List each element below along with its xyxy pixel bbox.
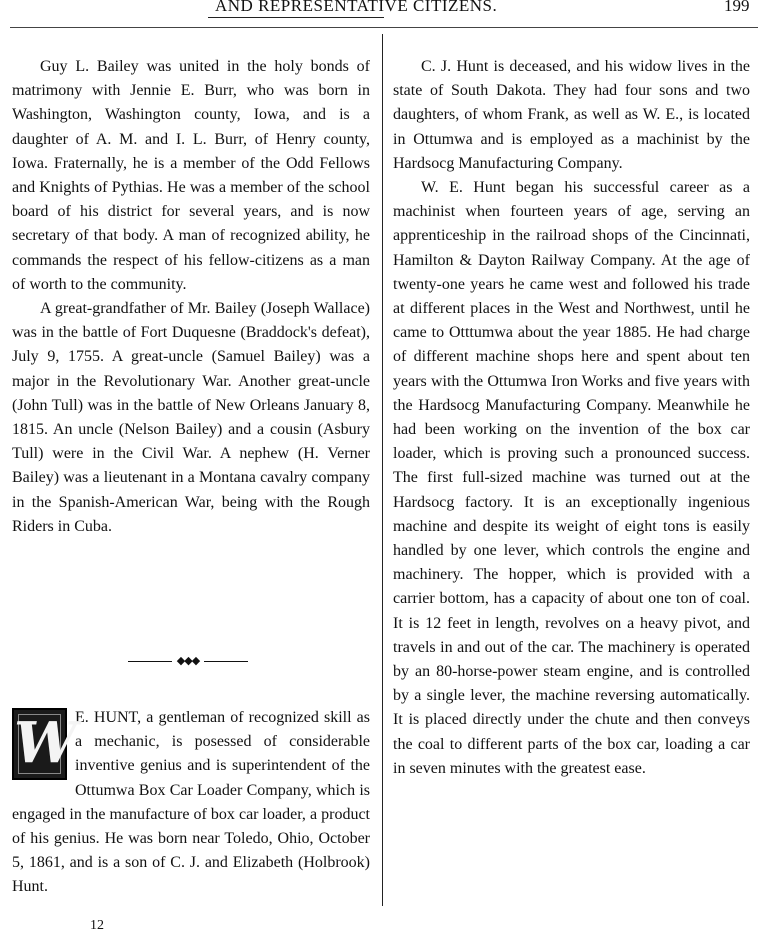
header-rule	[208, 17, 384, 18]
dropcap-letter: W	[14, 710, 77, 776]
page-number: 199	[724, 0, 750, 15]
hunt-sketch	[12, 706, 370, 900]
column-divider	[382, 34, 383, 906]
paragraph-bailey-ancestry: A great-grandfather of Mr. Bailey (Joseph Wallace) was in the battle of Fort Duquesne (Braddock's defeat), July 9, 1755. A great-uncle (Samuel Bailey) was a major in the Revolutionary War. Another great-uncle (John Tull) was in the battle of New Orleans January 8, 1815. An uncle (Nelson Bailey) and a cousin (Asbury Tull) were in the Civil War. A nephew (H. Verner Bailey) was a lieutenant in a Montana cavalry company in the Spanish-American War, being with the Rough Riders in Cuba.	[12, 300, 370, 535]
right-column	[393, 55, 750, 781]
paragraph-bailey-marriage: Guy L. Bailey was united in the holy bonds of matrimony with Jennie E. Burr, who was born in Washington, Washington county, Iowa, and is a daughter of A. M. and I. L. Burr, of Henry county, Iowa. Fraternally, he is a member of the Odd Fellows and Knights of Pythias. He was a member of the school board of his district for several years, and is now secretary of that body. A man of recognized ability, he commands the respect of his fellow-citizens as a man of worth to the community.	[12, 58, 370, 293]
paragraph-hunt-family: C. J. Hunt is deceased, and his widow lives in the state of South Dakota. They had four sons and two daughters, of whom Frank, as well as W. E., is located in Ottumwa and is employed as a machinist by the Hardsocg Manufacturing Company.	[393, 58, 750, 172]
dropcap-w	[12, 708, 77, 780]
page-header	[0, 0, 763, 22]
ornament-dots-icon: ◆◆◆	[176, 655, 200, 667]
left-column	[12, 55, 370, 539]
signature-mark: 12	[90, 918, 104, 933]
header-underline	[10, 27, 758, 28]
running-title: AND REPRESENTATIVE CITIZENS.	[215, 0, 498, 15]
paragraph-hunt-career: W. E. Hunt began his successful career as a machinist when fourteen years of age, serving an apprenticeship in the railroad shops of the Cincinnati, Hamilton & Dayton Railway Company. At the age of twenty-one years he came west and followed his trade at different places in the West and Northwest, until he came to Otttumwa about the year 1885. He had charge of different machine shops here and spent about ten years with the Ottumwa Iron Works and five years with the Hardsocg Manufacturing Company. Meanwhile he had been working on the invention of the box car loader, which is proving such a pronounced success. The first full-sized machine was turned out at the Hardsocg factory. It is an exceptionally ingenious machine and despite its weight of eight tons is easily handled by one lever, which controls the engine and machinery. The hopper, which is provided with a carrier bottom, has a capacity of about one ton of coal. It is 12 feet in length, revolves on a heavy pivot, and travels in and out of the car. The machinery is operated by an 80-horse-power steam engine, and is controlled by a single lever, the machine reversing automatically. It is placed directly under the chute and then conveys the coal to different parts of the box car, loading a car in seven minutes with the greatest ease.	[393, 179, 750, 777]
section-ornament	[128, 655, 248, 667]
paragraph-hunt-intro: E. HUNT, a gentleman of recognized skill as a mechanic, is posessed of considerable inventive genius and is superintendent of the Ottumwa Box Car Loader Company, which is engaged in the manufacture of box car loader, a product of his genius. He was born near Toledo, Ohio, October 5, 1861, and is a son of C. J. and Elizabeth (Holbrook) Hunt.	[12, 709, 370, 896]
